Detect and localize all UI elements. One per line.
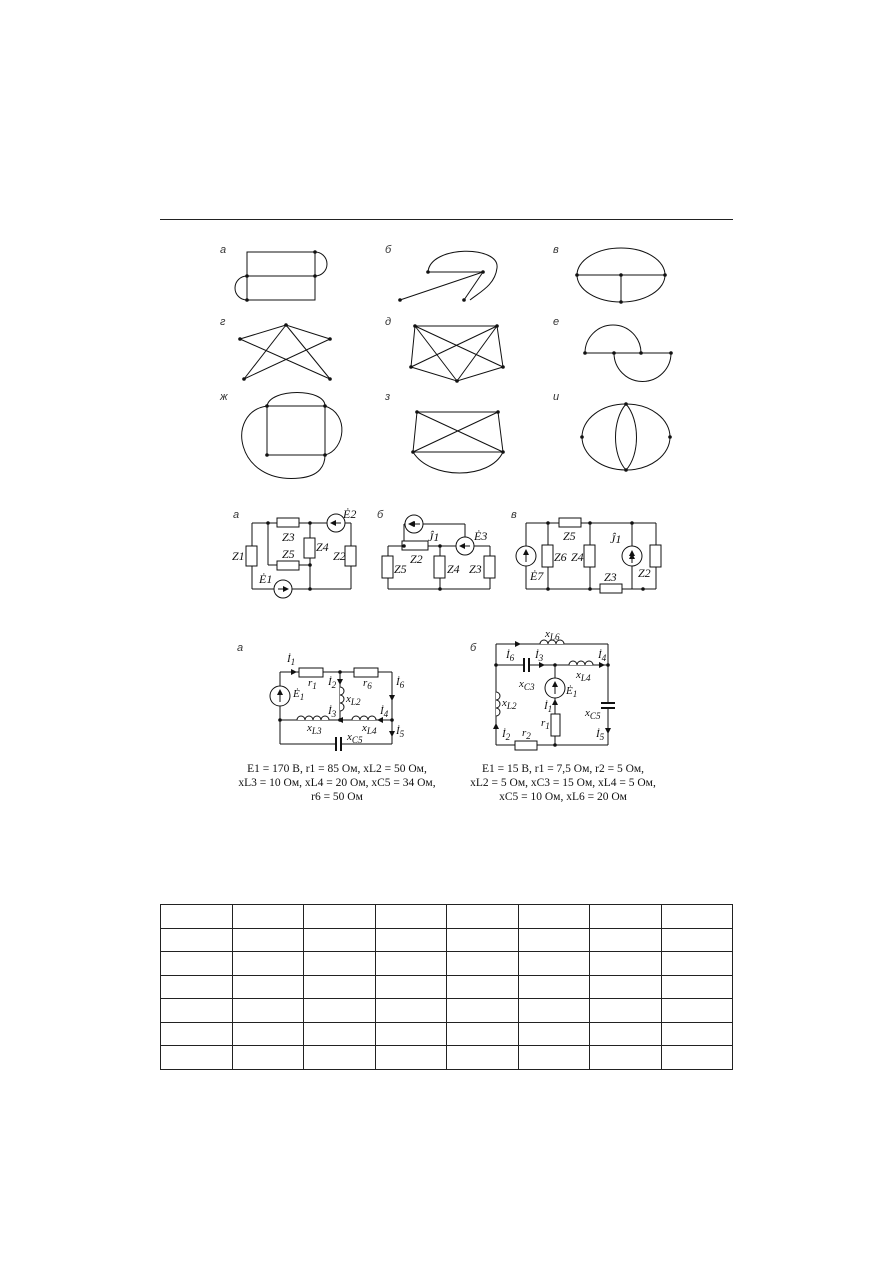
table-cell bbox=[590, 975, 662, 999]
label-c-e7: Ė7 bbox=[530, 569, 544, 583]
sym-a-xl4: $x_{L4}$ bbox=[362, 722, 377, 737]
graph-label-b: б bbox=[385, 244, 392, 256]
sym-a-e1: $Ė_1$ bbox=[293, 688, 305, 703]
empty-table bbox=[160, 904, 733, 1070]
sym-b-r1: $r_1$ bbox=[541, 717, 550, 732]
table-row bbox=[161, 975, 733, 999]
table-cell bbox=[375, 1046, 447, 1070]
table-cell bbox=[518, 999, 590, 1023]
params-b-line-2: xL2 = 5 Ом, xC3 = 15 Ом, xL4 = 5 Ом, bbox=[470, 777, 656, 789]
table-body bbox=[161, 905, 733, 1070]
table-row bbox=[161, 999, 733, 1023]
sym-b-i3: $İ_3$ bbox=[535, 649, 544, 664]
label-a-e2: Ė2 bbox=[343, 507, 357, 521]
graph-label-e: д bbox=[385, 316, 392, 328]
label-a-z3: Z3 bbox=[282, 530, 295, 544]
table-cell bbox=[590, 928, 662, 952]
table-row bbox=[161, 1022, 733, 1046]
params-a-line-1: E1 = 170 В, r1 = 85 Ом, xL2 = 50 Ом, bbox=[247, 763, 427, 775]
sym-b-xc3: $x_{C3}$ bbox=[519, 678, 535, 693]
table-cell bbox=[161, 928, 233, 952]
table-cell bbox=[232, 1022, 304, 1046]
graph-label-g: ж bbox=[220, 391, 228, 403]
table-cell bbox=[375, 905, 447, 929]
table-cell bbox=[661, 975, 733, 999]
sym-a-i5: $İ_5$ bbox=[396, 725, 405, 740]
table-cell bbox=[590, 952, 662, 976]
label-c-z3: Z3 bbox=[604, 570, 617, 584]
sym-b-xc5: $x_{C5}$ bbox=[585, 707, 601, 722]
table-cell bbox=[518, 928, 590, 952]
table-row bbox=[161, 905, 733, 929]
table-cell bbox=[590, 905, 662, 929]
params-b-line-1: E1 = 15 В, r1 = 7,5 Ом, r2 = 5 Ом, bbox=[481, 763, 645, 775]
table-cell bbox=[304, 928, 376, 952]
top-rule bbox=[160, 219, 733, 220]
sym-a-xl3: $x_{L3}$ bbox=[307, 722, 322, 737]
graph-b bbox=[400, 251, 497, 300]
sym-b-i2: $İ_2$ bbox=[502, 728, 511, 743]
table-cell bbox=[447, 1022, 519, 1046]
params-a-line-3: r6 = 50 Ом bbox=[311, 791, 363, 803]
label-b-z3: Z3 bbox=[469, 562, 482, 576]
circuit-top-b bbox=[382, 515, 495, 589]
table-cell bbox=[304, 952, 376, 976]
table-cell bbox=[518, 1022, 590, 1046]
sym-b-xl6: $x_{L6}$ bbox=[545, 628, 560, 643]
table-cell bbox=[161, 999, 233, 1023]
table-cell bbox=[304, 905, 376, 929]
table-cell bbox=[161, 952, 233, 976]
table-cell bbox=[661, 905, 733, 929]
table-cell bbox=[447, 999, 519, 1023]
graph-e bbox=[411, 326, 503, 381]
table-row bbox=[161, 928, 733, 952]
label-b-j1: Ĵ1 bbox=[428, 530, 440, 544]
table-cell bbox=[375, 975, 447, 999]
sym-b-i5: $İ_5$ bbox=[596, 728, 605, 743]
graph-d bbox=[240, 325, 330, 379]
sym-b-i6: $İ_6$ bbox=[506, 649, 515, 664]
label-c-z6: Z6 bbox=[554, 550, 567, 564]
sym-b-e1: $Ė_1$ bbox=[566, 685, 578, 700]
circuit-top-label-a: а bbox=[233, 509, 240, 521]
sym-a-xc5: $x_{C5}$ bbox=[347, 731, 363, 746]
label-a-z1: Z1 bbox=[232, 549, 245, 563]
table-cell bbox=[304, 1022, 376, 1046]
table-cell bbox=[447, 1046, 519, 1070]
circuit-top-label-c: в bbox=[511, 509, 517, 521]
table-cell bbox=[518, 905, 590, 929]
table-cell bbox=[590, 999, 662, 1023]
table-cell bbox=[232, 905, 304, 929]
params-a-line-2: xL3 = 10 Ом, xL4 = 20 Ом, xC5 = 34 Ом, bbox=[238, 777, 436, 789]
label-b-z2: Z2 bbox=[410, 552, 423, 566]
table-cell bbox=[304, 975, 376, 999]
table-cell bbox=[304, 999, 376, 1023]
table-cell bbox=[375, 952, 447, 976]
sym-a-i6: $İ_6$ bbox=[396, 676, 405, 691]
sym-a-r1: $r_1$ bbox=[308, 677, 317, 692]
label-b-z4: Z4 bbox=[447, 562, 460, 576]
table-cell bbox=[661, 1046, 733, 1070]
circuit-bottom-label-b: б bbox=[470, 642, 477, 654]
label-a-z5: Z5 bbox=[282, 547, 295, 561]
table-cell bbox=[447, 952, 519, 976]
table-cell bbox=[304, 1046, 376, 1070]
params-b bbox=[448, 762, 678, 804]
table-cell bbox=[447, 975, 519, 999]
table-cell bbox=[161, 1022, 233, 1046]
graph-label-a: а bbox=[220, 244, 227, 256]
sym-a-r6: $r_6$ bbox=[363, 677, 372, 692]
table-cell bbox=[518, 975, 590, 999]
circuit-top-label-b: б bbox=[377, 509, 384, 521]
graph-label-i: и bbox=[553, 391, 560, 403]
graph-i bbox=[582, 404, 670, 470]
sym-a-i3: $İ_3$ bbox=[328, 705, 337, 720]
table-row bbox=[161, 952, 733, 976]
sym-a-xl2: $x_{L2}$ bbox=[346, 693, 361, 708]
table-cell bbox=[375, 928, 447, 952]
table-row bbox=[161, 1046, 733, 1070]
sym-a-i2: $İ_2$ bbox=[328, 676, 337, 691]
graph-label-h: з bbox=[385, 391, 391, 403]
graph-label-f: е bbox=[553, 316, 560, 328]
label-b-e3: Ė3 bbox=[474, 529, 488, 543]
table-cell bbox=[232, 975, 304, 999]
table-cell bbox=[232, 928, 304, 952]
sym-b-xl2: $x_{L2}$ bbox=[502, 697, 517, 712]
label-a-e1: Ė1 bbox=[259, 572, 273, 586]
table-cell bbox=[161, 975, 233, 999]
params-b-line-3: xC5 = 10 Ом, xL6 = 20 Ом bbox=[499, 791, 627, 803]
label-c-z5: Z5 bbox=[563, 529, 576, 543]
table-cell bbox=[447, 928, 519, 952]
label-c-j1: Ĵ1 bbox=[610, 532, 622, 546]
table-cell bbox=[375, 1022, 447, 1046]
table-cell bbox=[232, 952, 304, 976]
graph-label-c: в bbox=[553, 244, 559, 256]
table-cell bbox=[161, 905, 233, 929]
graph-g bbox=[242, 393, 342, 479]
table-cell bbox=[661, 999, 733, 1023]
graph-f bbox=[585, 325, 671, 381]
sym-a-i4: $İ_4$ bbox=[380, 705, 389, 720]
params-a bbox=[222, 762, 452, 804]
table-cell bbox=[661, 952, 733, 976]
table-cell bbox=[518, 952, 590, 976]
label-c-z2: Z2 bbox=[638, 566, 651, 580]
table-cell bbox=[590, 1022, 662, 1046]
sym-a-i1: $İ_1$ bbox=[287, 653, 296, 668]
sym-b-r2: $r_2$ bbox=[522, 727, 531, 742]
table-cell bbox=[375, 999, 447, 1023]
label-c-z4: Z4 bbox=[571, 550, 584, 564]
table-cell bbox=[161, 1046, 233, 1070]
sym-b-i4: $İ_4$ bbox=[598, 649, 607, 664]
circuits-top-figure bbox=[0, 500, 893, 610]
label-a-z2: Z2 bbox=[333, 549, 346, 563]
label-b-z5: Z5 bbox=[394, 562, 407, 576]
circuits-bottom-figure bbox=[0, 630, 893, 765]
sym-b-i1: $İ_1$ bbox=[544, 700, 553, 715]
table-cell bbox=[232, 999, 304, 1023]
circuit-bottom-label-a: а bbox=[237, 642, 244, 654]
label-a-z4: Z4 bbox=[316, 540, 329, 554]
graph-h bbox=[413, 412, 503, 473]
table-cell bbox=[447, 905, 519, 929]
table-cell bbox=[590, 1046, 662, 1070]
table-cell bbox=[518, 1046, 590, 1070]
sym-b-xl4: $x_{L4}$ bbox=[576, 669, 591, 684]
graph-label-d: г bbox=[220, 316, 226, 328]
table-cell bbox=[661, 928, 733, 952]
table-cell bbox=[661, 1022, 733, 1046]
table-cell bbox=[232, 1046, 304, 1070]
